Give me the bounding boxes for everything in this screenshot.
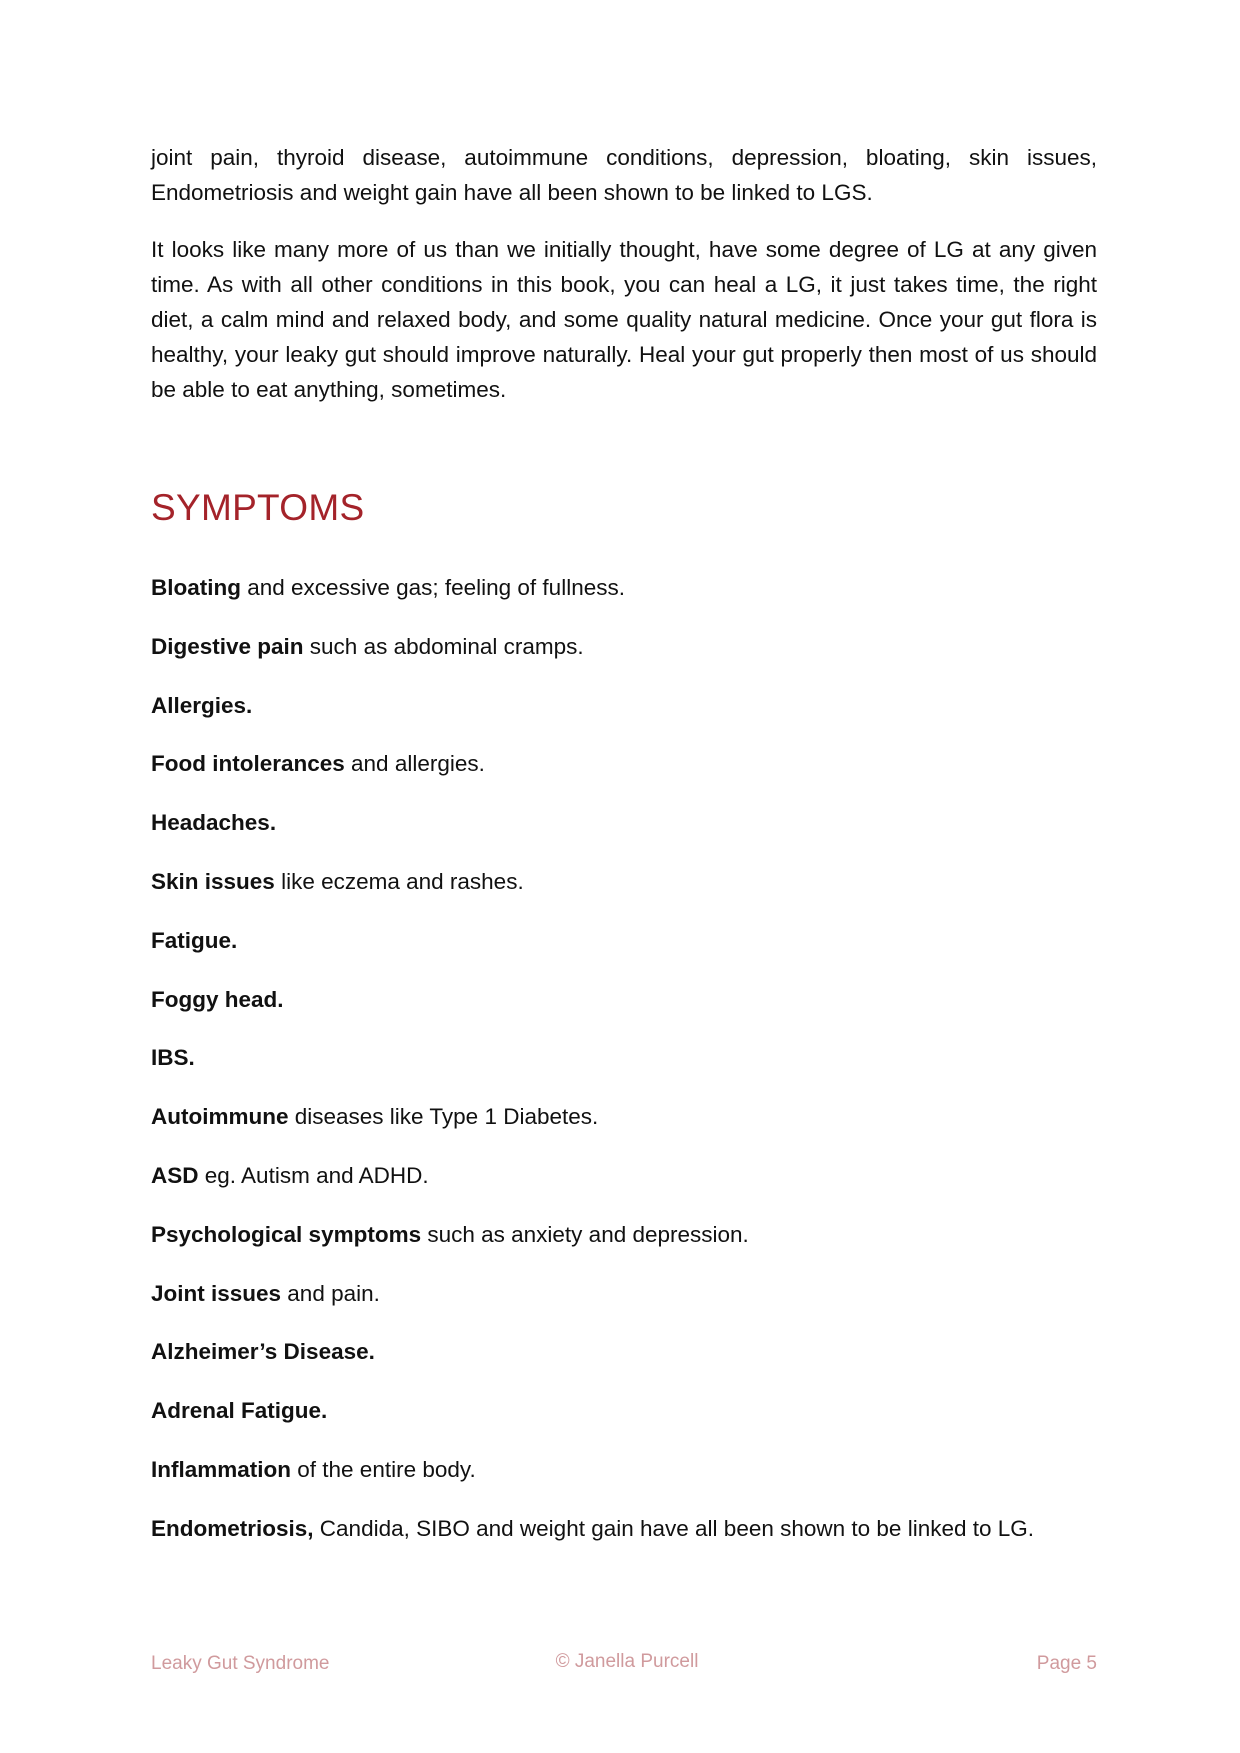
symptom-description: eg. Autism and ADHD. (198, 1162, 429, 1188)
symptom-item (151, 809, 1097, 837)
symptom-item (151, 1162, 1097, 1190)
symptom-item (151, 1221, 1097, 1249)
symptom-item (151, 986, 1097, 1014)
symptom-item (151, 868, 1097, 896)
symptom-item (151, 1515, 1097, 1543)
symptom-description: of the entire body. (291, 1456, 476, 1482)
symptom-item (151, 1338, 1097, 1366)
symptom-term: Foggy head. (151, 986, 284, 1012)
symptom-term: IBS. (151, 1045, 195, 1071)
symptom-term: Autoimmune (151, 1104, 289, 1130)
symptom-term: Skin issues (151, 868, 275, 894)
symptom-item (151, 692, 1097, 720)
symptom-item (151, 1280, 1097, 1308)
symptom-item (151, 1397, 1097, 1425)
symptom-item (151, 1044, 1097, 1072)
symptom-term: Psychological symptoms (151, 1221, 422, 1247)
symptom-item (151, 1456, 1097, 1484)
symptom-description: and excessive gas; feeling of fullness. (241, 575, 625, 600)
symptom-term: Food intolerances (151, 751, 345, 777)
symptom-term: Joint issues (151, 1280, 282, 1306)
section-heading: SYMPTOMS (151, 487, 365, 528)
footer-book-title: Leaky Gut Syndrome (151, 1653, 330, 1674)
intro-paragraph: joint pain, thyroid disease, autoimmune conditions, depression, bloating, skin issues, Endometriosis and weight gain have all been shown to be linked to LGS. (151, 145, 1097, 205)
symptom-term: Allergies. (151, 692, 253, 718)
symptom-term: Adrenal Fatigue. (151, 1398, 328, 1424)
symptom-item (151, 633, 1097, 661)
footer-copyright: © Janella Purcell (555, 1651, 699, 1672)
symptom-term: Headaches. (151, 810, 277, 836)
symptom-description: and allergies. (344, 751, 485, 777)
symptom-description: diseases like Type 1 Diabetes. (288, 1104, 599, 1130)
symptom-item (151, 750, 1097, 778)
intro-text (151, 140, 1097, 429)
symptom-item (151, 574, 1097, 602)
symptom-term: Digestive pain (151, 633, 304, 659)
symptom-term: Alzheimer’s Disease. (151, 1339, 375, 1365)
symptom-term: Fatigue. (151, 927, 238, 953)
symptom-term: Inflammation (151, 1456, 292, 1482)
symptom-description: and pain. (281, 1280, 380, 1306)
symptom-list (151, 574, 1097, 1574)
symptom-term: Endometriosis, (151, 1515, 314, 1541)
footer-page-number: Page 5 (1036, 1653, 1097, 1674)
symptom-term: ASD (151, 1162, 199, 1188)
intro-paragraph: It looks like many more of us than we initially thought, have some degree of LG at any given time. As with all other conditions in this book, you can heal a LG, it just takes time, the right diet, a calm mind and relaxed body, and some quality natural medicine. Once your gut flora is healthy, your leaky gut should improve naturally. Heal your gut properly then most of us should be able to eat anything, sometimes. (151, 237, 1097, 402)
symptom-description: like eczema and rashes. (274, 868, 524, 894)
symptom-item (151, 927, 1097, 955)
symptom-description: such as anxiety and depression. (421, 1221, 749, 1247)
symptom-item (151, 1103, 1097, 1131)
symptom-term: Bloating (151, 575, 241, 600)
symptom-description: Candida, SIBO and weight gain have all been shown to be linked to LG. (313, 1515, 1035, 1541)
symptom-description: such as abdominal cramps. (303, 633, 584, 659)
